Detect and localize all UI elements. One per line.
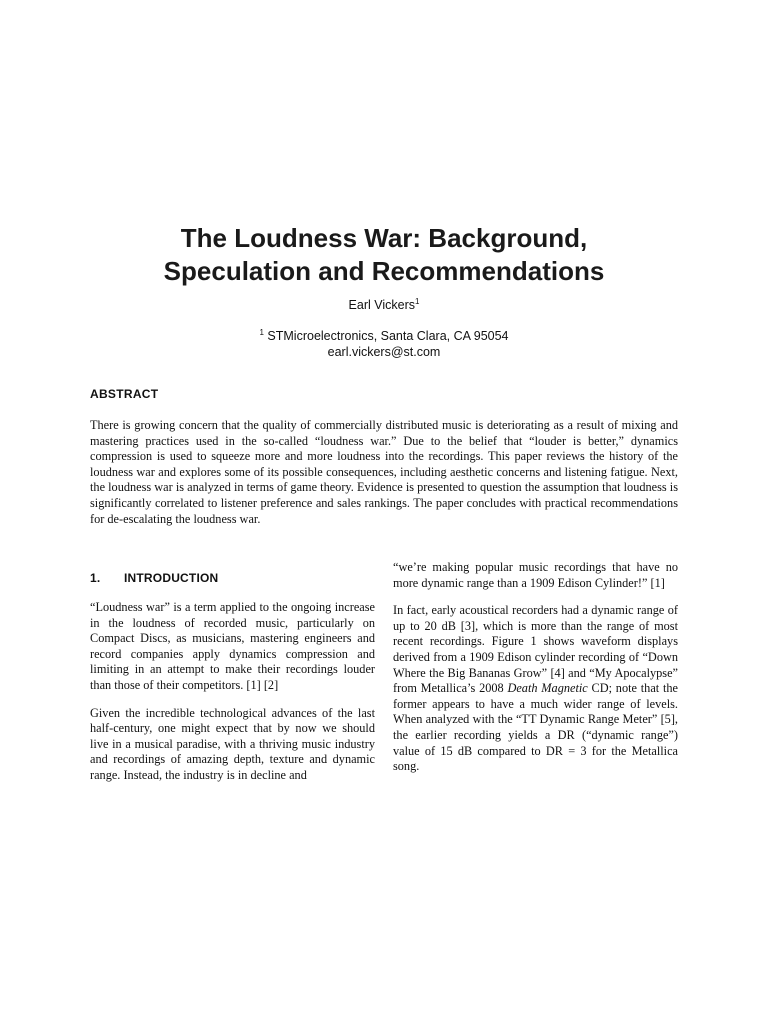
section-number: 1. [90,571,101,585]
section-title: INTRODUCTION [124,571,219,585]
title-line-2: Speculation and Recommendations [163,256,605,286]
section-heading-introduction [90,571,218,585]
dynamic-range-text-a: In fact, early acoustical recorders had a dynamic range of up to 20 dB [3], which is more than the range of most recent recordings. Figure 1 shows waveform displays derived from a 1909 Edison cylinder recording of “Down Where the Big Bananas Grow” [4] and “My Apocalypse” from Metallica’s 2008 [393,603,678,696]
intro-paragraph-1: “Loudness war” is a term applied to the ongoing increase in the loudness of recorded music, particularly on Compact Discs, as musicians, mastering engineers and record companies apply dynamics compression and limiting in an attempt to make their recordings louder than those of their competitors. [1] [2] [90,600,375,692]
affiliation-block [0,328,768,360]
intro-paragraph-2: Given the incredible technological advances of the last half-century, one might expect that by now we should live in a musical paradise, with a thriving music industry and recordings of amazing depth, texture and dynamic range. Instead, the industry is in decline and [90,705,375,782]
quote-paragraph: “we’re making popular music recordings that have no more dynamic range than a 1909 Edison Cylinder!” [1] [393,560,678,590]
dynamic-range-paragraph [393,603,678,775]
affiliation-line [0,328,768,344]
affiliation-text: STMicroelectronics, Santa Clara, CA 95054 [267,329,509,343]
title-line-1: The Loudness War: Background, [180,223,588,253]
author-name: Earl Vickers [348,298,415,312]
paper-title [0,222,768,288]
author-superscript: 1 [415,296,420,306]
abstract-body: There is growing concern that the quality of commercially distributed music is deteriorating as a result of mixing and mastering practices used in the so-called “loudness war.” Due to the belief that “louder is better,” dynamics compression is used to squeeze more and more loudness into the recordings. This paper reviews the history of the loudness war and explores some of its possible consequences, including aesthetic concerns and listening fatigue. Next, the loudness war is analyzed in terms of game theory. Evidence is presented to question the assumption that loudness is significantly correlated to listener preference and sales rankings. The paper concludes with practical recommendations for de-escalating the loudness war. [90,418,678,526]
author-email: earl.vickers@st.com [327,345,441,359]
abstract-heading: ABSTRACT [90,387,159,401]
right-column [393,560,678,787]
left-column [90,600,375,796]
author-line [0,297,768,313]
dynamic-range-text-b: CD; note that the former appears to have a much wider range of levels. When analyzed with the “TT Dynamic Range Meter” [5], the earlier recording yields a DR (“dynamic range”) value of 15 dB compared to DR = 3 for the Metallica song. [393,681,678,774]
album-title-italic: Death Magnetic [507,681,588,696]
affiliation-superscript: 1 [259,327,264,337]
